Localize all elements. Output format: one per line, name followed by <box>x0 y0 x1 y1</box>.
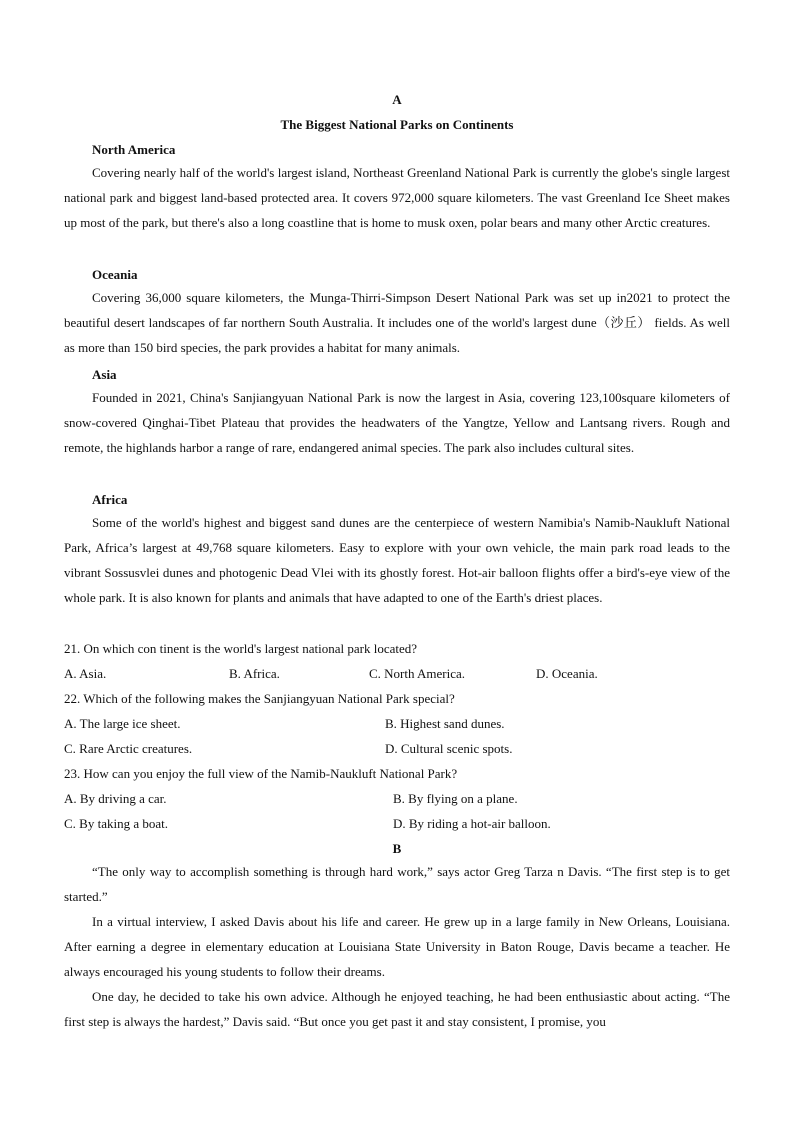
question-23-option-b: B. By flying on a plane. <box>393 791 518 806</box>
passage-a-title: The Biggest National Parks on Continents <box>280 117 514 132</box>
passage-b-paragraph-1 <box>64 859 730 909</box>
question-22-option-a: A. The large ice sheet. <box>64 716 181 731</box>
section-heading-asia: Asia <box>92 367 117 382</box>
section-heading-africa: Africa <box>92 492 128 507</box>
question-23-stem: 23. How can you enjoy the full view of the Namib-Naukluft National Park? <box>64 766 458 781</box>
passage-b-paragraph-2 <box>64 909 730 984</box>
section-text-asia-content: Founded in 2021, China's Sanjiangyuan National Park is now the largest in Asia, covering 123,100square kilometers of snow-covered Qinghai-Tibet Plateau that provides the headwaters of the Yangtze, Yellow and Lantsang rivers. Rough and remote, the highlands harbor a range of rare, endangered animal species. The park also includes cultural sites. <box>64 390 730 455</box>
passage-b-paragraph-3-content: One day, he decided to take his own advice. Although he enjoyed teaching, he had been enthusiastic about acting. “The first step is always the hardest,” Davis said. “But once you get past it and stay consistent, I promise, you <box>64 989 730 1029</box>
question-21-option-d: D. Oceania. <box>536 666 598 681</box>
section-text-asia <box>64 385 730 460</box>
question-22-stem: 22. Which of the following makes the Sanjiangyuan National Park special? <box>64 691 455 706</box>
section-text-oceania <box>64 285 730 360</box>
question-21-option-a: A. Asia. <box>64 666 107 681</box>
passage-b-paragraph-1-content: “The only way to accomplish something is through hard work,” says actor Greg Tarza n Davis. “The first step is to get started.” <box>64 864 730 904</box>
passage-b-paragraph-2-content: In a virtual interview, I asked Davis about his life and career. He grew up in a large family in New Orleans, Louisiana. After earning a degree in elementary education at Louisiana State University in Baton Rouge, Davis became a teacher. He always encouraged his young students to follow their dreams. <box>64 914 730 979</box>
question-23-option-c: C. By taking a boat. <box>64 816 168 831</box>
question-21-stem: 21. On which con tinent is the world's largest national park located? <box>64 641 418 656</box>
question-22-option-c: C. Rare Arctic creatures. <box>64 741 193 756</box>
passage-b-letter: B <box>392 841 402 856</box>
section-text-africa <box>64 510 730 610</box>
question-21-option-c: C. North America. <box>369 666 466 681</box>
question-23-option-d: D. By riding a hot-air balloon. <box>393 816 551 831</box>
question-22-option-d: D. Cultural scenic spots. <box>385 741 513 756</box>
question-21-option-b: B. Africa. <box>229 666 280 681</box>
section-text-africa-content: Some of the world's highest and biggest sand dunes are the centerpiece of western Namibia's Namib-Naukluft National Park, Africa’s largest at 49,768 square kilometers. Easy to explore with your own vehicle, the main park road leads to the vibrant Sossusvlei dunes and photogenic Dead Vlei with its ghostly forest. Hot-air balloon flights offer a bird's-eye view of the whole park. It is also known for plants and animals that have adapted to one of the Earth's driest places. <box>64 515 730 605</box>
passage-b-paragraph-3 <box>64 984 730 1034</box>
passage-a-letter: A <box>392 92 402 107</box>
question-22-option-b: B. Highest sand dunes. <box>385 716 505 731</box>
section-text-north-america-content: Covering nearly half of the world's largest island, Northeast Greenland National Park is currently the globe's single largest national park and biggest land-based protected area. It covers 972,000 square kilometers. The vast Greenland Ice Sheet makes up most of the park, but there's also a long coastline that is home to musk oxen, polar bears and many other Arctic creatures. <box>64 165 730 230</box>
question-23-option-a: A. By driving a car. <box>64 791 167 806</box>
section-text-north-america <box>64 160 730 235</box>
section-heading-oceania: Oceania <box>92 267 138 282</box>
section-text-oceania-content: Covering 36,000 square kilometers, the Munga-Thirri-Simpson Desert National Park was set up in2021 to protect the beautiful desert landscapes of far northern South Australia. It includes one of the world's largest dune（沙丘） fields. As well as more than 150 bird species, the park provides a habitat for many animals. <box>64 290 730 355</box>
section-heading-north-america: North America <box>92 142 176 157</box>
